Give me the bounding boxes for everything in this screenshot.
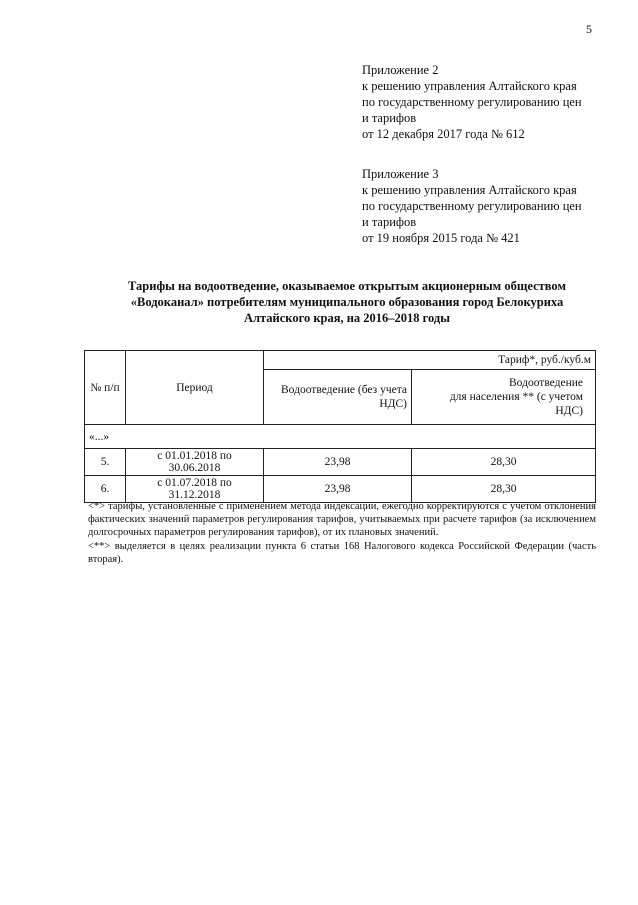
row-tariff-no-vat: 23,98 — [264, 449, 412, 476]
appendix-3-title: Приложение 3 — [362, 167, 439, 181]
table-header-row — [85, 351, 596, 370]
header-b-line: НДС) — [555, 405, 583, 417]
appendix-3-line: по государственному регулированию цен — [362, 199, 582, 213]
header-b-line: Водоотведение — [509, 377, 583, 389]
appendix-2-title: Приложение 2 — [362, 63, 439, 77]
header-b-line: для населения ** (с учетом — [449, 391, 583, 403]
footnote-1: <*> тарифы, установленные с применением метода индексации, ежегодно корректируются с учетом отклонения фактических значений параметров регулирования тарифов, учитываемых при расчете тарифов (за исключением долгосрочных параметров регулирования тарифов), от их плановых значений. — [88, 501, 596, 539]
continuation-row — [85, 425, 596, 449]
row-period: с 01.01.2018 по 30.06.2018 — [126, 449, 264, 476]
title-line: Тарифы на водоотведение, оказываемое открытым акционерным обществом — [128, 279, 566, 293]
header-tariff: Тариф*, руб./куб.м — [264, 351, 596, 370]
row-num: 5. — [85, 449, 126, 476]
appendix-2-line: к решению управления Алтайского края — [362, 79, 577, 93]
page-number: 5 — [586, 22, 592, 36]
tariff-table — [84, 350, 596, 503]
appendix-3-line: к решению управления Алтайского края — [362, 183, 577, 197]
table-row — [85, 449, 596, 476]
appendix-3-header — [362, 166, 612, 246]
appendix-3-line: и тарифов — [362, 215, 417, 229]
continuation-mark: «...» — [85, 425, 596, 449]
header-wastewater-no-vat: Водоотведение (без учета НДС) — [264, 370, 412, 425]
row-num: 6. — [85, 476, 126, 503]
footnotes — [88, 500, 596, 566]
document-title — [80, 278, 614, 326]
appendix-2-header — [362, 62, 612, 142]
row-period: с 01.07.2018 по 31.12.2018 — [126, 476, 264, 503]
header-num: № п/п — [85, 351, 126, 425]
title-line: Алтайского края, на 2016–2018 годы — [243, 311, 451, 325]
table-row — [85, 476, 596, 503]
appendix-3-date: от 19 ноября 2015 года № 421 — [362, 231, 520, 245]
row-tariff-population: 28,30 — [412, 449, 596, 476]
appendix-2-date: от 12 декабря 2017 года № 612 — [362, 127, 525, 141]
row-tariff-no-vat: 23,98 — [264, 476, 412, 503]
row-tariff-population: 28,30 — [412, 476, 596, 503]
header-period: Период — [126, 351, 264, 425]
footnote-2: <**> выделяется в целях реализации пункта 6 статьи 168 Налогового кодекса Российской Федерации (часть вторая). — [88, 540, 596, 565]
title-line: «Водоканал» потребителям муниципального образования город Белокуриха — [130, 295, 564, 309]
header-wastewater-population — [412, 370, 596, 425]
appendix-2-line: по государственному регулированию цен — [362, 95, 582, 109]
appendix-2-line: и тарифов — [362, 111, 417, 125]
